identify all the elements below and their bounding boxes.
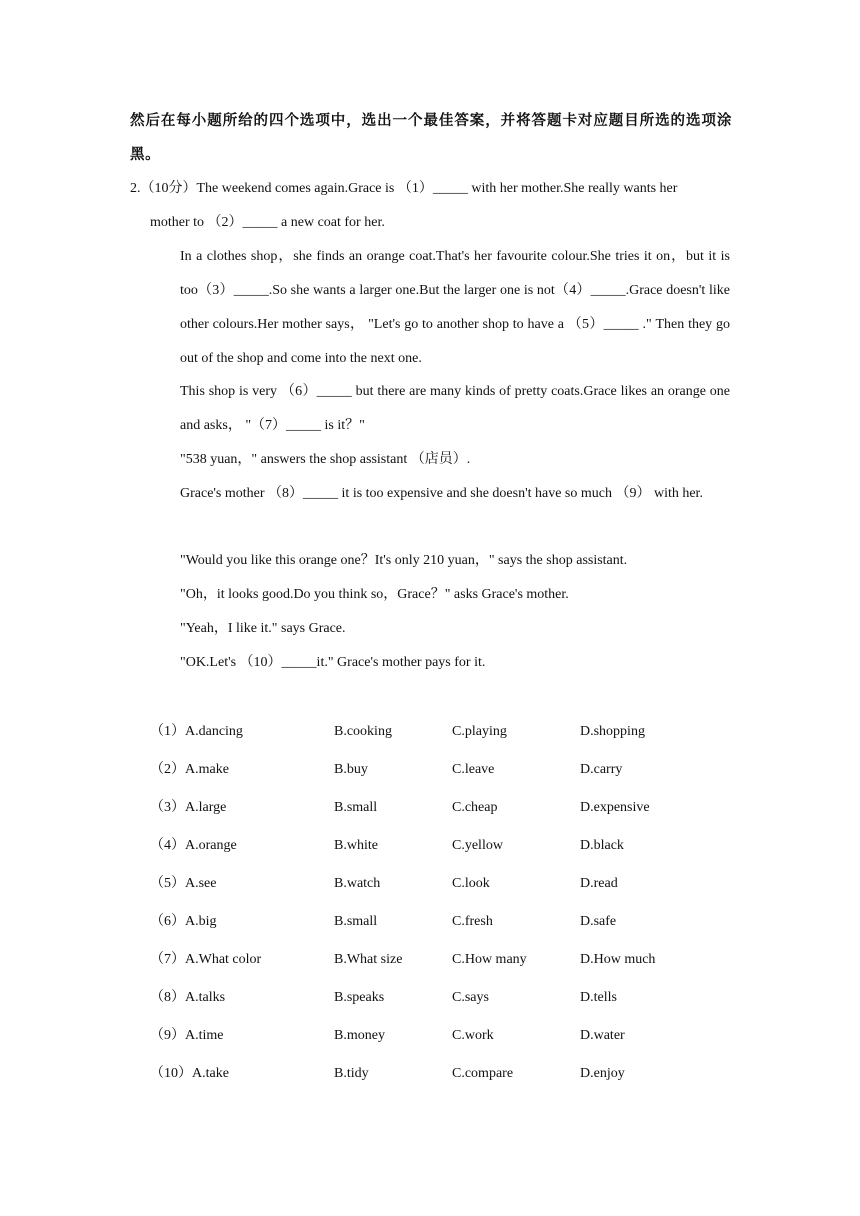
option-a: （2）A.make <box>150 762 229 777</box>
option-c: C.fresh <box>452 914 493 929</box>
option-a: （6）A.big <box>150 914 217 929</box>
option-b: B.white <box>334 838 378 853</box>
option-d: D.tells <box>580 990 617 1005</box>
option-c: C.compare <box>452 1066 514 1081</box>
option-c: C.How many <box>452 952 527 967</box>
passage-paragraph-7: "Oh，it looks good.Do you think so，Grace？" asks Grace's mother. <box>180 587 569 602</box>
option-a: （3）A.large <box>150 800 227 815</box>
option-d: D.safe <box>580 914 617 929</box>
option-b: B.cooking <box>334 724 392 739</box>
option-d: D.shopping <box>580 724 645 739</box>
option-b: B.tidy <box>334 1066 369 1081</box>
option-row <box>150 868 710 906</box>
option-c: C.look <box>452 876 490 891</box>
passage-paragraph-6: "Would you like this orange one？It's only 210 yuan，" says the shop assistant. <box>180 553 628 568</box>
option-row <box>150 982 710 1020</box>
question-second-line: mother to （2）_____ a new coat for her. <box>150 215 385 230</box>
option-d: D.read <box>580 876 618 891</box>
option-b: B.small <box>334 914 378 929</box>
option-row <box>150 792 710 830</box>
passage-paragraph-3 <box>150 375 730 443</box>
paragraph-text: Grace's mother （8）_____ it is too expensive and she doesn't have so much （9） with her. <box>180 486 703 501</box>
option-b: B.buy <box>334 762 368 777</box>
passage-paragraph-8: "Yeah，I like it." says Grace. <box>180 621 346 636</box>
option-d: D.carry <box>580 762 623 777</box>
option-a: （10）A.take <box>150 1066 229 1081</box>
passage-paragraph-5 <box>150 477 730 511</box>
option-b: B.What size <box>334 952 403 967</box>
option-a: （1）A.dancing <box>150 724 243 739</box>
option-d: D.enjoy <box>580 1066 625 1081</box>
option-c: C.playing <box>452 724 507 739</box>
instruction-text: 然后在每小题所给的四个选项中，选出一个最佳答案，并将答题卡对应题目所选的选项涂黑。 <box>130 113 732 163</box>
option-b: B.money <box>334 1028 385 1043</box>
option-a: （9）A.time <box>150 1028 224 1043</box>
option-b: B.watch <box>334 876 381 891</box>
option-row <box>150 906 710 944</box>
option-row <box>150 1020 710 1058</box>
option-a: （7）A.What color <box>150 952 262 967</box>
option-row <box>150 830 710 868</box>
option-d: D.water <box>580 1028 625 1043</box>
passage-paragraph-4: "538 yuan，" answers the shop assistant （店员）. <box>180 452 471 467</box>
option-b: B.speaks <box>334 990 385 1005</box>
option-c: C.leave <box>452 762 495 777</box>
option-d: D.expensive <box>580 800 650 815</box>
passage-paragraph-2 <box>150 240 730 376</box>
paragraph-text: This shop is very （6）_____ but there are many kinds of pretty coats.Grace likes an orange one and asks， "（7）_____ is it？" <box>180 384 730 433</box>
option-row <box>150 754 710 792</box>
option-b: B.small <box>334 800 378 815</box>
option-row <box>150 1058 710 1096</box>
option-c: C.yellow <box>452 838 503 853</box>
option-a: （8）A.talks <box>150 990 226 1005</box>
options-table <box>150 716 710 1096</box>
option-row <box>150 944 710 982</box>
option-c: C.cheap <box>452 800 498 815</box>
option-row <box>150 716 710 754</box>
option-a: （5）A.see <box>150 876 217 891</box>
option-c: C.says <box>452 990 489 1005</box>
option-a: （4）A.orange <box>150 838 237 853</box>
passage-paragraph-9: "OK.Let's （10）_____it." Grace's mother pays for it. <box>180 655 486 670</box>
option-d: D.How much <box>580 952 656 967</box>
paragraph-text: In a clothes shop，she finds an orange coat.That's her favourite colour.She tries it on，but it is too（3）_____.So she wants a larger one.But the larger one is not（4）_____.Grace doesn't like other colours.Her mother says， "Let's go to another shop to have a （5）_____ ." Then they go out of the shop and come into the next one. <box>180 249 730 366</box>
option-c: C.work <box>452 1028 494 1043</box>
question-header-line: 2.（10分）The weekend comes again.Grace is （1）_____ with her mother.She really wants her <box>130 181 678 196</box>
option-d: D.black <box>580 838 624 853</box>
